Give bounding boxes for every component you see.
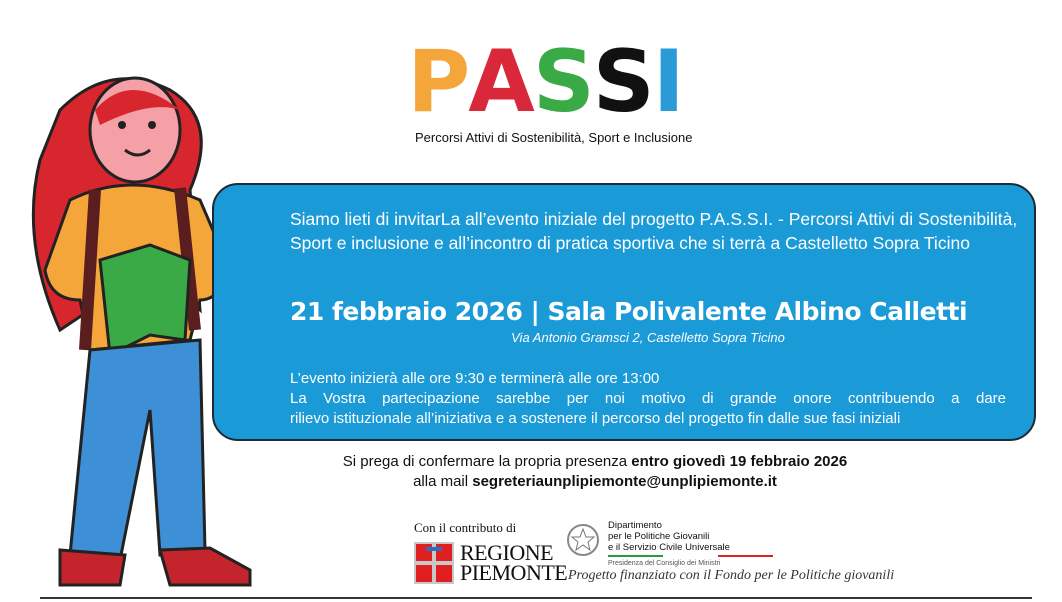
- logo-letter: S: [592, 32, 653, 132]
- bottom-rule: [40, 597, 1032, 599]
- logo-tagline: Percorsi Attivi di Sostenibilità, Sport e Inclusione: [415, 130, 693, 145]
- logo-letter: P: [407, 32, 469, 132]
- funding-note: Progetto finanziato con il Fondo per le Politiche giovanili: [568, 568, 895, 583]
- event-time: L’evento inizierà alle ore 9:30 e terminerà alle ore 13:00: [290, 370, 660, 387]
- contribution-label: Con il contributo di: [414, 520, 517, 535]
- event-body-line: rilievo istituzionale all’iniziativa e a sostenere il percorso del progetto fin dalle sue fasi iniziali: [290, 410, 901, 427]
- rsvp-notice: [250, 452, 940, 492]
- event-body-line: La Vostra partecipazione sarebbe per noi motivo di grande onore contribuendo a dare: [290, 390, 1006, 407]
- logo-letter: S: [532, 32, 593, 132]
- presidenza-label: Presidenza del Consiglio dei Ministri: [608, 560, 721, 567]
- italian-emblem-icon: [566, 520, 600, 560]
- invitation-panel: [212, 183, 1036, 441]
- event-headline: [290, 297, 967, 326]
- event-venue: Sala Polivalente Albino Calletti: [547, 297, 968, 326]
- piemonte-word: PIEMONTE: [460, 560, 568, 585]
- invitation-intro: Siamo lieti di invitarLa all’evento iniziale del progetto P.A.S.S.I. - Percorsi Attivi di Sostenibilità, Sport e inclusione e all’incontro di pratica sportiva che si terrà a Castelletto Sopra Ticino: [290, 209, 1018, 253]
- headline-separator: |: [530, 297, 540, 326]
- logo-letter: I: [652, 32, 683, 132]
- regione-word: REGIONE: [460, 540, 554, 565]
- logo-letter: A: [468, 32, 533, 132]
- piemonte-cross-icon: [414, 542, 454, 584]
- dip-line: per le Politiche Giovanili: [608, 531, 710, 542]
- rsvp-mail-label: alla mail: [413, 473, 473, 490]
- rsvp-email-link[interactable]: segreteriaunplipiemonte@unplipiemonte.it: [472, 473, 777, 490]
- event-address: Via Antonio Gramsci 2, Castelletto Sopra Ticino: [511, 330, 785, 345]
- dip-line: e il Servizio Civile Universale: [608, 542, 730, 553]
- rsvp-text: Si prega di confermare la propria presenza: [342, 453, 632, 470]
- regione-piemonte-logo: [414, 542, 567, 584]
- rsvp-deadline: entro giovedì 19 febbraio 2026: [631, 453, 848, 470]
- event-details: [290, 369, 1006, 429]
- event-date: 21 febbraio 2026: [290, 297, 523, 326]
- passi-logo: [407, 32, 693, 145]
- dipartimento-logo: [566, 520, 773, 567]
- dip-line: Dipartimento: [608, 520, 662, 531]
